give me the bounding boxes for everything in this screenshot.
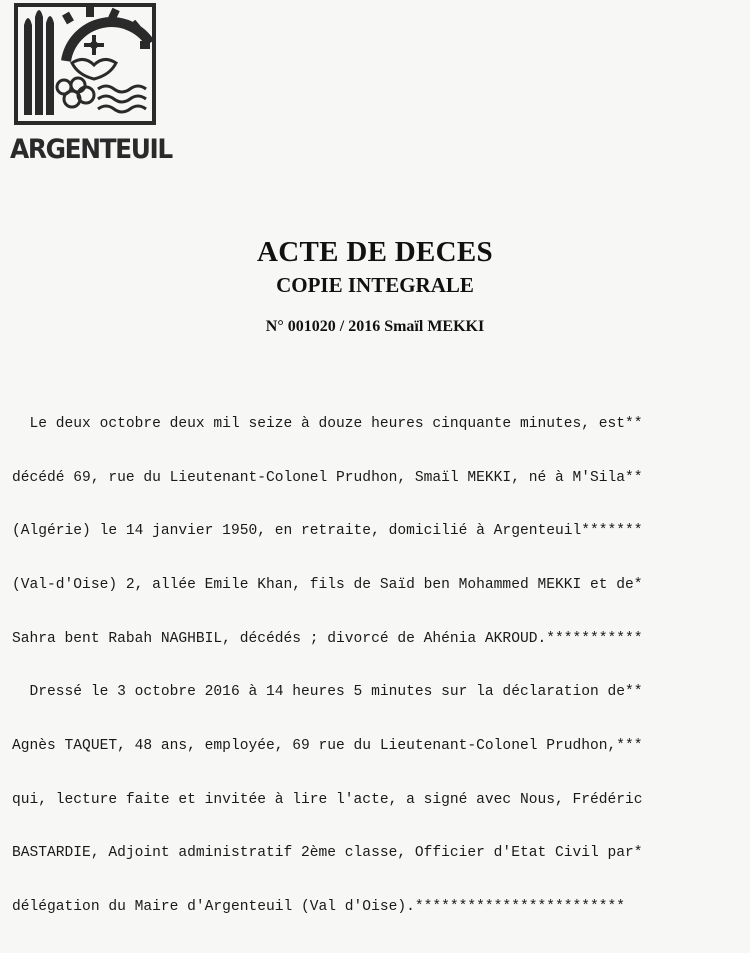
logo-text: ARGENTEUIL xyxy=(10,134,172,165)
body-line: BASTARDIE, Adjoint administratif 2ème classe, Officier d'Etat Civil par* xyxy=(12,845,643,862)
body-line: Dressé le 3 octobre 2016 à 14 heures 5 minutes sur la déclaration de** xyxy=(12,684,643,701)
body-line: Agnès TAQUET, 48 ans, employée, 69 rue du Lieutenant-Colonel Prudhon,*** xyxy=(12,738,643,755)
body-line: (Val-d'Oise) 2, allée Emile Khan, fils de Saïd ben Mohammed MEKKI et de* xyxy=(12,576,643,593)
document-subtitle: COPIE INTEGRALE xyxy=(276,273,474,297)
body-line: qui, lecture faite et invitée à lire l'acte, a signé avec Nous, Frédéric xyxy=(12,791,643,808)
body-line: Le deux octobre deux mil seize à douze heures cinquante minutes, est** xyxy=(12,415,643,432)
body-line: délégation du Maire d'Argenteuil (Val d'Oise).************************ xyxy=(12,899,626,916)
body-line: décédé 69, rue du Lieutenant-Colonel Prudhon, Smaïl MEKKI, né à M'Sila** xyxy=(12,469,643,486)
body-line: (Algérie) le 14 janvier 1950, en retraite, domicilié à Argenteuil******* xyxy=(12,523,643,540)
body-line: Sahra bent Rabah NAGHBIL, décédés ; divorcé de Ahénia AKROUD.*********** xyxy=(12,630,643,647)
act-reference: N° 001020 / 2016 Smaïl MEKKI xyxy=(265,318,485,335)
act-body xyxy=(12,380,747,953)
city-emblem-icon xyxy=(14,3,156,127)
argenteuil-logo xyxy=(10,3,172,165)
document-title: ACTE DE DECES xyxy=(257,236,493,268)
